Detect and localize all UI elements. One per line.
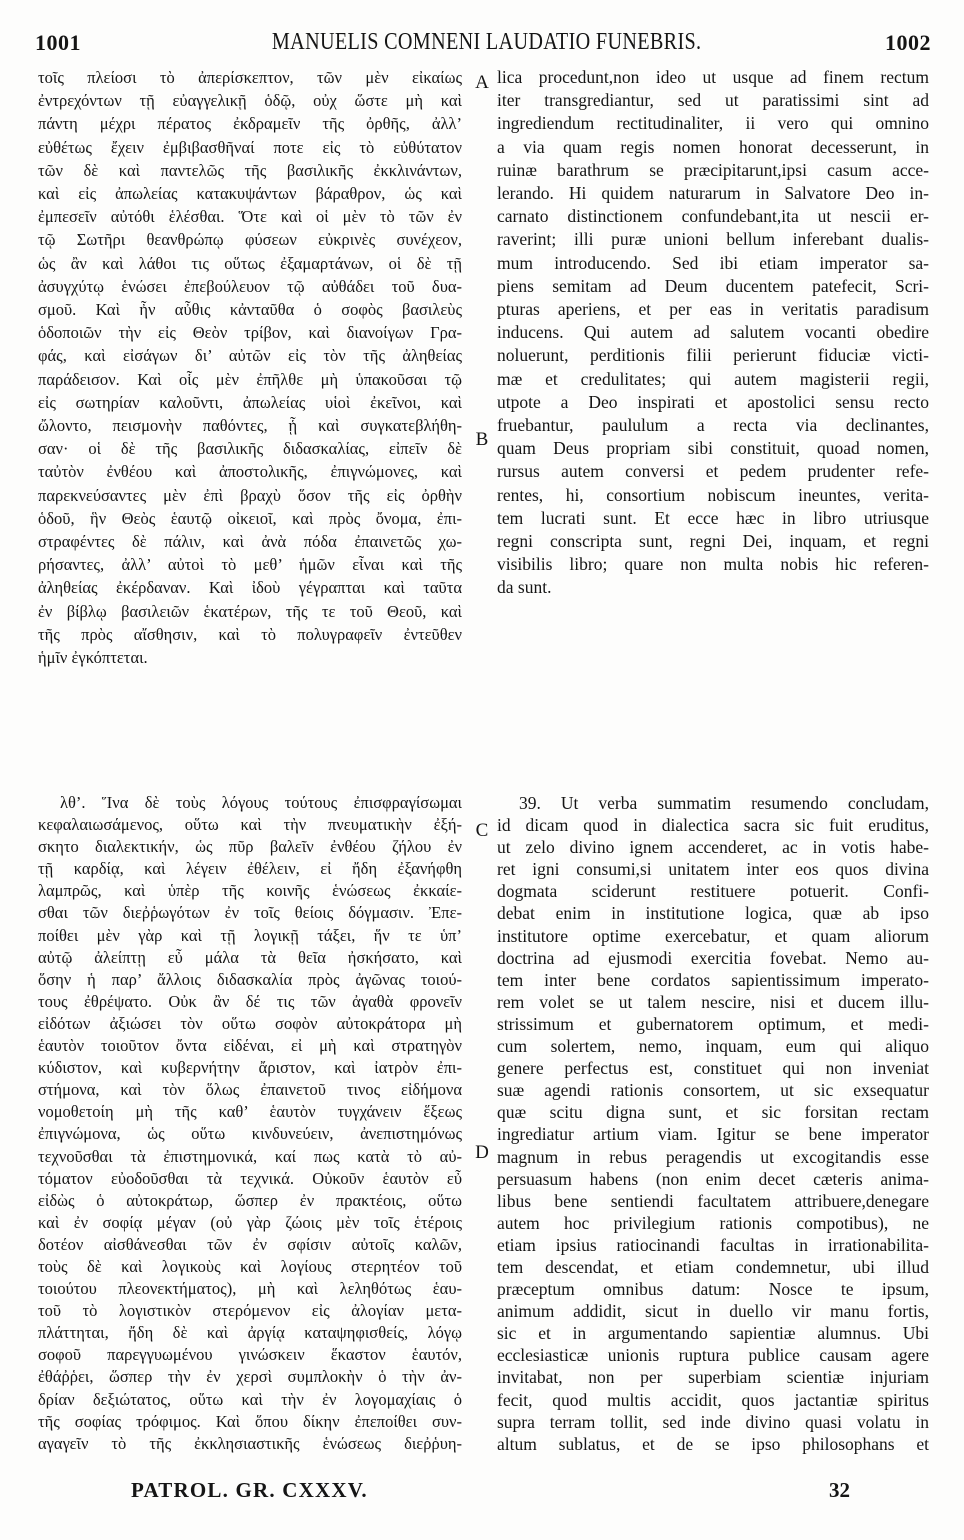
latin-text-line: altum sublatus, et de se ipso philosophans et [497, 1433, 929, 1454]
greek-text-line: τῶν δὲ καὶ παντελῶς τῆς βασιλικῆς ἐκκλινάντων, [38, 160, 462, 180]
latin-text-line: rentes, hi, consortium nobiscum ineuntes, verita- [497, 484, 929, 505]
greek-text-line: ὅσην ἡ παρ’ ἄλλοις διδασκαλία πρὸς ἀγῶνας τοιού- [38, 969, 462, 989]
greek-text-line: ἐντρεχόντων τῇ εὐαγγελικῇ ὁδῷ, οὐχ ὥστε μὴ καὶ [38, 91, 462, 111]
greek-text-line: εἰδὼς ὁ αὐτοκράτωρ, ὥσπερ ἐν πρακτέοις, οὕτω [38, 1190, 462, 1210]
latin-text-line: doctrina ad ejusmodi exercitia fovebat. Nemo au- [497, 947, 929, 968]
greek-text-line: δρίαν δεξιώτατος, οὕτω καὶ τὴν ἐν λογομαχίαις ὁ [38, 1389, 462, 1409]
greek-text-line: σθαι τῶν διεῤῥωγότων ἐν τοῖς θείοις δόγμασιν. Ἐπε- [38, 903, 462, 923]
left-column-number: 1001 [35, 30, 81, 55]
greek-text-line: ταὐτὸν ἐνθέου καὶ ἀποστολικῆς, ἐπιγνώμονες, καὶ [38, 462, 462, 482]
greek-text-line: αγαγεῖν τὸ τῆς ἐκκλησιαστικῆς ἑνώσεως διεῤῥυη- [38, 1433, 462, 1453]
latin-text-line: autem hoc privilegium rationis compotibus), ne [497, 1212, 929, 1233]
greek-text-line: ἑαυτὸν τοιοῦτον ὄντα εἰδέναι, εἰ μὴ καὶ στρατηγὸν [38, 1036, 462, 1056]
upper-greek-column [38, 66, 462, 669]
latin-text-line: a via quam regis nomen honorat decesserunt, in [497, 136, 929, 157]
latin-text-line: piens semitam ad Deum ducentem patefecit, Scri- [497, 275, 929, 296]
latin-text-line: quam Deus propriam sibi constituit, quoad nomen, [497, 438, 929, 459]
latin-text-line: invitabat, non per superbiam scientiæ injuriam [497, 1367, 929, 1388]
margin-section-letter-c: C [475, 820, 489, 841]
greek-text-line: τῷ Σωτῆρι θεανθρώπῳ φύσεων εὐκρινὲς συνέχεον, [38, 230, 462, 250]
greek-text-line: λαμπρῶς, καὶ ὑπὲρ τῆς κοινῆς ἑνώσεως ἐκκαίε- [38, 881, 462, 901]
greek-text-line: ὁδοῦ, ἣν Θεὸς ἑαυτῷ οἰκειοῖ, καὶ πρὸς ὄνομα, ἐπι- [38, 508, 462, 528]
latin-text-line: strissimum et gubernatorem optimum, et medi- [497, 1013, 929, 1034]
greek-text-line: τῆς πρὸς αἴσθησιν, καὶ τὸ πολυγραφεῖν ἐντεῦθεν [38, 624, 462, 644]
greek-text-line: ὡς ἂν καὶ λάθοι τις οὕτως ἐξαμαρτάνων, οἱ δὲ τῇ [38, 253, 462, 273]
latin-text-line: fecit, quod multis accidit, quos jactantiæ spiritus [497, 1389, 929, 1410]
greek-text-line: ὁδοποιῶν τὴν εἰς Θεὸν τρίβον, καὶ διανοίγων Γρα- [38, 323, 462, 343]
latin-text-line: tem inter bene cordatos sapientissimum imperato- [497, 969, 929, 990]
latin-text-line: dogmata sciderunt restituere potuerit. Confi- [497, 881, 929, 902]
greek-text-line: κύδιστον, καὶ κυβερνήτην ἄριστον, καὶ ἰατρὸν ἐπι- [38, 1058, 462, 1078]
greek-text-line: πλάττηται, ἤδη δὲ καὶ ἀργίᾳ καταψηφισθείς, λόγῳ [38, 1323, 462, 1343]
latin-text-line: ret igni consumi,si unitatem inter eos quos divina [497, 859, 929, 880]
greek-text-line: ἀσυγχύτῳ ἑνώσει ἐπεβούλευον τῷ αὐθάδει τοῦ δυα- [38, 276, 462, 296]
greek-text-line: φάς, καὶ εἰσάγων δι’ αὐτῶν εἰς τὸν τῆς ἀληθείας [38, 346, 462, 366]
latin-text-line: quæ scitu digna sunt, et sic forsitan rectam [497, 1102, 929, 1123]
latin-text-line: cum solertem, nemo, inquam, eum qui aliquo [497, 1036, 929, 1057]
latin-text-line: da sunt. [497, 577, 552, 598]
greek-text-line: εἰδότων ἀξιώσει τὸν οὕτω σοφὸν αὐτοκράτορα μὴ [38, 1013, 462, 1033]
greek-text-line: αὐτῷ ἀλείπτῃ εὖ μάλα τὰ θεῖα ἠσκήσατο, καὶ [38, 947, 462, 967]
footer-series-signature: PATROL. GR. CXXXV. [131, 1478, 368, 1502]
latin-text-line: visibilis libro; quare non multa nobis hic referen- [497, 554, 929, 575]
greek-text-line: ρήσαντες, ἀλλ’ αὐτοὶ τὸ μεθ’ ἡμῶν εἶναι καὶ τῆς [38, 555, 462, 575]
greek-text-line: τοὺς δὲ καὶ λογικοὺς καὶ λογίους στερητέον τοῦ [38, 1256, 462, 1276]
greek-text-line: καὶ εἰς ἀπωλείας κατακυψάντων βάραθρον, ὡς καὶ [38, 184, 462, 204]
greek-text-line: τοῖς πλείοσι τὸ ἀπερίσκεπτον, τῶν μὲν εἰκαίως [38, 68, 462, 87]
latin-text-line: genere perfectus est, constituet qui non inveniat [497, 1058, 929, 1079]
right-column-number: 1002 [885, 30, 931, 55]
latin-text-line: suæ agendi rationis consortem, ut sic exsequatur [497, 1080, 929, 1101]
greek-text-line: ὤλοντο, πεισμονὴν παθόντες, ᾗ καὶ συγκατεβλήθη- [38, 416, 462, 436]
latin-text-line: noluerunt, perditionis filii perierunt fiduciæ victi- [497, 345, 929, 366]
latin-text-line: pturas aperiens, et per eas in veritatis paradisum [497, 299, 929, 320]
greek-text-line: τοῦ τὸ λογιστικὸν στερόμενον εἰς ἀλογίαν μετα- [38, 1301, 462, 1321]
latin-text-line: tem descendat, et etiam condemnetur, ubi illud [497, 1256, 929, 1277]
latin-text-line: ut zelo divino ignem accenderet, ac in votis habe- [497, 837, 929, 858]
latin-text-line: regni conscripta sunt, regni Dei, inquam, et regni [497, 531, 929, 552]
greek-text-line: σμοῦ. Καὶ ἦν αὖθις κἀνταῦθα ὁ σοφὸς βασιλεὺς [38, 300, 462, 320]
latin-text-line: iter transgrediantur, sed ut paratissimi sint ad [497, 90, 929, 111]
greek-text-line: δοτέον αἰσθάνεσθαι τῶν ἐν σφίσιν αὐτοῖς καλῶν, [38, 1234, 462, 1254]
latin-text-line: rursus autem conversi et pedem prudenter refe- [497, 461, 929, 482]
greek-text-line: ἀληθείας ἐκέρδαναν. Καὶ ἰδοὺ γέγραπται καὶ ταῦτα [38, 578, 462, 598]
greek-text-line: λθ’. Ἵνα δὲ τοὺς λόγους τούτους ἐπισφραγίσωμαι [60, 793, 462, 812]
latin-text-line: supra terram tollit, sed inde divino quasi volatu in [497, 1411, 929, 1432]
margin-section-letter-a: A [475, 72, 489, 93]
greek-text-line: παρεκνεύσαντες μὲν ἐπὶ βραχὺ ὅσον τῆς εἰς ὀρθὴν [38, 485, 462, 505]
margin-section-letter-d: D [475, 1142, 489, 1163]
running-head [10, 29, 964, 56]
latin-text-line: raverint; illi puræ unioni bellum inferebant dualis- [497, 229, 929, 250]
latin-text-line: mum introducendo. Sed ibi etiam imperator sa- [497, 252, 929, 273]
greek-text-line: τόματον εὐοδοῦσθαι τὰ τεχνικά. Οὐκοῦν ἑαυτὸν εὖ [38, 1168, 462, 1188]
latin-text-line: ruinæ barathrum se præcipitarunt,ipsi casum acce- [497, 159, 929, 180]
footer-sheet-number: 32 [829, 1478, 850, 1502]
greek-text-line: τους ἐθρέψατο. Οὐκ ἂν δέ τις τῶν ἀγαθὰ φρονεῖν [38, 991, 462, 1011]
greek-text-line: σκητο διαλεκτικήν, ὡς πῦρ βαλεῖν ἐνθέου ζήλου ἐν [38, 837, 462, 857]
greek-text-line: ἐν βίβλῳ βασιλειῶν ἑκατέρων, τῆς τε τοῦ Θεοῦ, καὶ [38, 601, 462, 621]
greek-text-line: σοφοῦ παρεγγυωμένου γινώσκειν ἕκαστον ἑαυτόν, [38, 1345, 462, 1365]
upper-latin-column [497, 66, 929, 600]
greek-text-line: τῆς σοφίας τρόφιμος. Καὶ ὅπου δίκην ἐπεποίθει συν- [38, 1411, 462, 1431]
greek-text-line: στραφέντες δὲ πάλιν, καὶ ἀνὰ πόδα ἐπαινετῶς χω- [38, 532, 462, 552]
greek-text-line: εἰς σωτηρίαν καλοῦντι, ἀπωλείας υἱοὶ ἐκεῖνοι, καὶ [38, 392, 462, 412]
latin-text-line: ingrediendum rectitudinaliter, ii vero qui omnino [497, 113, 929, 134]
latin-text-line: præceptum omnibus datum: Nosce te ipsum, [497, 1279, 929, 1300]
latin-text-line: etiam ipsius ratiocinandi facultas in irrationabilita- [497, 1234, 929, 1255]
greek-text-line: τεχνοῦσθαι τὰ ἐπιστημονικά, καί πως κατὰ τὸ αὐ- [38, 1146, 462, 1166]
latin-text-line: ecclesiasticæ unionis ruptura publice causam agere [497, 1345, 929, 1366]
greek-text-line: ἐπιγνώμονα, ὡς οὕτω κινδυνεύειν, ἀνεπιστημόνως [38, 1124, 462, 1144]
latin-text-line: mæ et credulitates; qui autem magisterii regii, [497, 368, 929, 389]
latin-text-line: id dicam quod in dialectica sacra sic fuit eruditus, [497, 815, 929, 836]
greek-text-line: ἡμῖν ἐγκόπτεται. [38, 648, 148, 668]
margin-section-letter-b: B [475, 429, 489, 450]
greek-text-line: κεφαλαιωσάμενος, οὕτω καὶ τὴν πνευματικὴν ἐξή- [38, 815, 462, 835]
lower-greek-column [38, 792, 462, 1455]
running-head-title: MANUELIS COMNENI LAUDATIO FUNEBRIS. [272, 29, 702, 55]
latin-text-line: utpote a Deo inspirati et apostolici sensu recto [497, 391, 929, 412]
lower-latin-column [497, 792, 929, 1455]
latin-text-line: institutore optime exercebatur, et quam aliorum [497, 925, 929, 946]
greek-text-line: σαν· οἱ δὲ τῆς βασιλικῆς διδασκαλίας, εἰπεῖν δὲ [38, 439, 462, 459]
latin-text-line: 39. Ut verba summatim resumendo concludam, [519, 793, 929, 813]
latin-text-line: lica procedunt,non ideo ut usque ad finem rectum [497, 67, 929, 87]
latin-text-line: inducens. Qui autem ad salutem vocanti obedire [497, 322, 929, 343]
greek-text-line: ποίθει μὲν γὰρ καὶ τῇ λογικῇ τάξει, ἥν τε ὑπ’ [38, 925, 462, 945]
latin-text-line: sic et in argumentando sapientiæ alumnus. Ubi [497, 1323, 929, 1344]
greek-text-line: παράδεισον. Καὶ οἷς μὲν ἐπῆλθε μὴ ὑπακοῦσαι τῷ [38, 369, 462, 389]
greek-text-line: στήμονα, καὶ τὸν ὅλως ἐπαινετοῦ τινος εἰδήμονα [38, 1080, 462, 1100]
latin-text-line: ingrediatur artium viam. Igitur se bene imperator [497, 1124, 929, 1145]
greek-text-line: τῇ καρδίᾳ, καὶ λέγειν ἐθέλειν, εἰ ἤδη ἐξανήφθη [38, 859, 462, 879]
greek-text-line: καὶ ἐν σοφίᾳ μέγαν (οὐ γὰρ ζώοις μὲν τοῖς ἑτέροις [38, 1212, 462, 1232]
latin-text-line: lerando. Hi quidem naturarum in Salvatore Deo in- [497, 183, 929, 204]
latin-text-line: persuasum habens (non enim decet cæteris anima- [497, 1168, 929, 1189]
greek-text-line: νομοθετοίη μὴ τῆς καθ’ ἑαυτὸν τυγχάνειν ἕξεως [38, 1102, 462, 1122]
greek-text-line: εὐθέτως ἔχειν ἐμβιβασθῆναί ποτε εἰς τὸ εὐθύτατον [38, 137, 462, 157]
greek-text-line: ἐμπεσεῖν αὐτόθι ἑλέσθαι. Ὅτε καὶ οἱ μὲν τὸ τῶν ἐν [38, 207, 462, 227]
latin-text-line: tem lucrati sunt. Et ecce hæc in libro utriusque [497, 507, 929, 528]
latin-text-line: libus bene sentiendi facultatem attribuere,denegare [497, 1190, 929, 1211]
latin-text-line: carnato distinctionem confundebant,ita ut nescii er- [497, 206, 929, 227]
greek-text-line: τοιούτου πλεονεκτήματος), μὴ καὶ λεληθότως ἑαυ- [38, 1279, 462, 1299]
latin-text-line: rem volet se ut talem nescire, nisi et ducem illu- [497, 991, 929, 1012]
latin-text-line: debat enim in institutione logica, quæ ab ipso [497, 903, 929, 924]
greek-text-line: ἐθάῤῥει, ὥσπερ τὴν ἐν χερσὶ συμπλοκὴν ὁ τὴν ἀν- [38, 1367, 462, 1387]
greek-text-line: πάντη μέχρι πέρατος ἐκδραμεῖν τῆς ὀρθῆς, ἀλλ’ [38, 114, 462, 134]
latin-text-line: animum addidit, sicut in duello vir manu fortis, [497, 1301, 929, 1322]
latin-text-line: magnum in rebus peragendis ut excogitandis esse [497, 1146, 929, 1167]
latin-text-line: fruebantur, paululum a recta via declinantes, [497, 415, 929, 436]
